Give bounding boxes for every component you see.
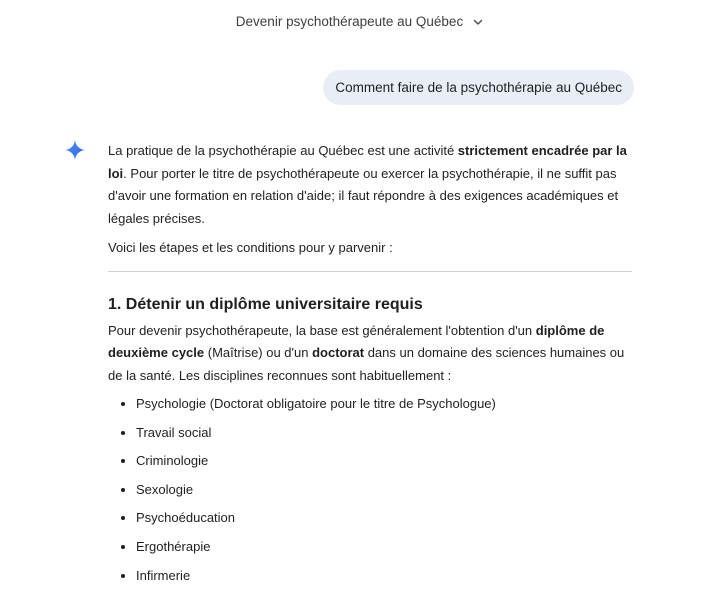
user-message-bubble <box>323 70 634 105</box>
assistant-response <box>108 140 632 593</box>
conversation-title: Devenir psychothérapeute au Québec <box>235 14 464 29</box>
intro-text-rest: . Pour porter le titre de psychothérapeute ou exercer la psychothérapie, il ne suffit pas d'avoir une formation en relation d'aide; il faut répondre à des exigences académiques et légales précises. <box>108 165 619 226</box>
intro-text: La pratique de la psychothérapie au Québec est une activité <box>108 143 458 158</box>
steps-intro: Voici les étapes et les conditions pour y parvenir : <box>108 240 393 255</box>
intro-paragraph <box>108 140 632 230</box>
conversation-title-dropdown[interactable] <box>236 14 484 29</box>
section-heading: 1. Détenir un diplôme universitaire requis <box>108 295 423 313</box>
section-text-a: Pour devenir psychothérapeute, la base est généralement l'obtention d'un <box>108 322 536 338</box>
list-item: • Infirmerie <box>136 565 632 587</box>
list-item: • Psychoéducation <box>136 507 632 529</box>
header <box>0 14 720 29</box>
list-item: • Criminologie <box>136 450 632 472</box>
section-emphasis-2: doctorat <box>312 345 365 360</box>
user-message-text: Comment faire de la psychothérapie au Québec <box>335 80 622 95</box>
list-item: • Ergothérapie <box>136 536 632 558</box>
list-item: • Sexologie <box>136 479 632 501</box>
section-emphasis-1: diplôme de deuxième cycle <box>108 322 605 360</box>
chevron-down-icon <box>472 16 484 28</box>
section-paragraph <box>108 320 632 388</box>
disciplines-list <box>108 393 632 587</box>
section-text-b: (Maîtrise) ou d'un <box>204 345 313 360</box>
gemini-spark-icon <box>65 140 85 160</box>
section-text-c: dans un domaine des sciences humaines ou de la santé. Les disciplines reconnues sont habituellement : <box>108 345 625 383</box>
intro-emphasis: strictement encadrée par la loi <box>108 143 627 181</box>
divider <box>108 271 632 272</box>
list-item: • Travail social <box>136 422 632 444</box>
list-item: • Psychologie (Doctorat obligatoire pour le titre de Psychologue) <box>136 393 632 415</box>
